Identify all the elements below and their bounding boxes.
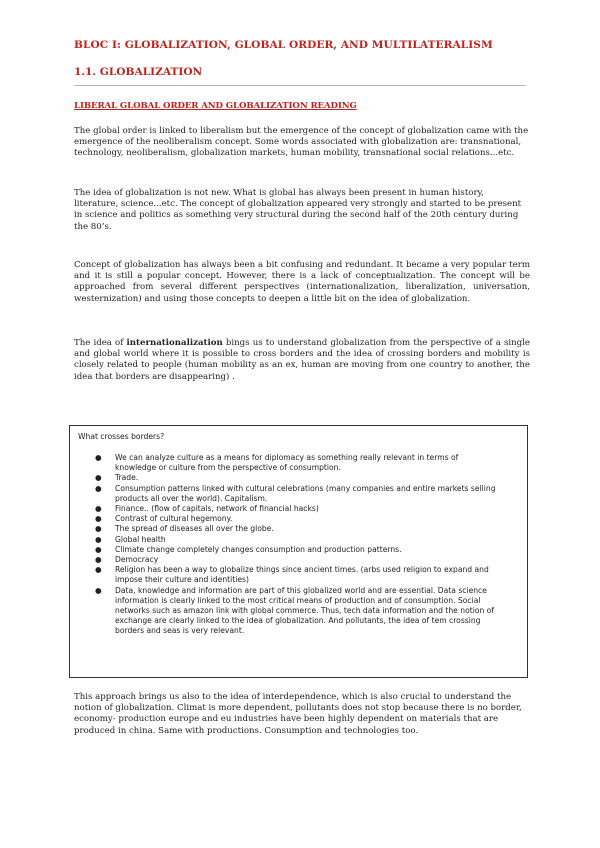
bullet-icon: ● xyxy=(95,585,102,595)
bullet-list xyxy=(70,453,529,637)
paragraph-concept: Concept of globalization has always been a bit confusing and redundant. It became a very popular term and it is still a popular concept. However, there is a lack of conceptualization. The concept will be approached from several different perspectives (internationalization, liberalization, universation, westernization) and using those concepts to deepen a little bit on the idea of globalization. xyxy=(74,260,530,304)
reading-title: LIBERAL GLOBAL ORDER AND GLOBALIZATION READING xyxy=(74,101,357,111)
heading-divider xyxy=(74,85,526,86)
paragraph-text: The idea of xyxy=(74,338,127,348)
chapter-heading: BLOC I: GLOBALIZATION, GLOBAL ORDER, AND MULTILATERALISM xyxy=(74,39,493,51)
list-item-text: Contrast of cultural hegemony. xyxy=(115,514,233,524)
bullet-icon: ● xyxy=(95,504,102,514)
paragraph-intro: The global order is linked to liberalism but the emergence of the concept of globalization came with the emergence of the neoliberalism concept. Some words associated with globalization are: transnational, technology, neoliberalism, globalization markets, human mobility, transnational social relations...etc. xyxy=(74,126,529,159)
list-item xyxy=(70,484,529,504)
bullet-icon: ● xyxy=(95,473,102,483)
bullet-icon: ● xyxy=(95,534,102,544)
list-item-text: Finance.. (flow of capitals, network of financial hacks) xyxy=(115,504,319,514)
list-item-text: Religion has been a way to globalize things since ancient times. (arbs used religion to expand and impose their culture and identities) xyxy=(115,565,489,585)
bullet-icon: ● xyxy=(95,565,102,575)
bullet-icon: ● xyxy=(95,555,102,565)
list-item-text: Global health xyxy=(115,534,166,544)
list-item-text: Data, knowledge and information are part of this globalized world and are essential. Data science information is clearly linked to the most critical means of production and of consumption. Social networks such as amazon link with global commerce. Thus, tech data information and the notion of exchange are clearly linked to the idea of globalization. And pollutants, the idea of tem crossing borders and seas is very relevant. xyxy=(115,585,494,636)
paragraph-interdependence: This approach brings us also to the idea of interdependence, which is also crucial to understand the notion of globalization. Climat is more dependent, pollutants does not stop because there is no border, economy- production europe and eu industries have been highly dependent on materials that are produced in china. Same with productions. Consumption and technologies too. xyxy=(74,692,522,736)
list-item xyxy=(70,535,529,545)
list-item xyxy=(70,524,529,534)
bullet-icon: ● xyxy=(95,453,102,462)
list-item-text: Trade. xyxy=(115,473,139,483)
paragraph-text: bings us to understand globalization from the perspective of a single and global world where it is possible to cross borders and the idea of crossing borders and mobility is closely related to people (human mobility as an ex, human are moving from one country to another, the idea that borders are disappearing) . xyxy=(74,338,530,382)
list-item xyxy=(70,555,529,565)
list-item xyxy=(70,453,529,473)
list-item-text: Consumption patterns linked with cultural celebrations (many companies and entire markets selling products all over the world). Capitalism. xyxy=(115,483,496,503)
paragraph-history: The idea of globalization is not new. What is global has always been present in human history, literature, science...etc. The concept of globalization appeared very strongly and started to be present in science and politics as something very structural during the second half of the 20th century during the 80’s. xyxy=(74,188,522,232)
list-item xyxy=(70,565,529,585)
list-item xyxy=(70,504,529,514)
list-item-text: The spread of diseases all over the globe. xyxy=(115,524,274,534)
bullet-icon: ● xyxy=(95,514,102,524)
list-item xyxy=(70,586,529,637)
term-internationalization: internationalization xyxy=(126,338,223,348)
list-item xyxy=(70,545,529,555)
bullet-icon: ● xyxy=(95,544,102,554)
list-item-text: Climate change completely changes consumption and production patterns. xyxy=(115,544,402,554)
list-item xyxy=(70,514,529,524)
bullet-icon: ● xyxy=(95,524,102,534)
list-item-text: Democracy xyxy=(115,555,159,565)
list-item xyxy=(70,473,529,483)
section-heading: 1.1. GLOBALIZATION xyxy=(74,66,203,78)
list-item-text: We can analyze culture as a means for diplomacy as something really relevant in terms of knowledge or culture from the perspective of consumption. xyxy=(115,453,459,473)
bullet-icon: ● xyxy=(95,483,102,493)
paragraph-internationalization xyxy=(74,338,530,383)
borders-box xyxy=(69,425,528,678)
box-title: What crosses borders? xyxy=(78,432,165,441)
